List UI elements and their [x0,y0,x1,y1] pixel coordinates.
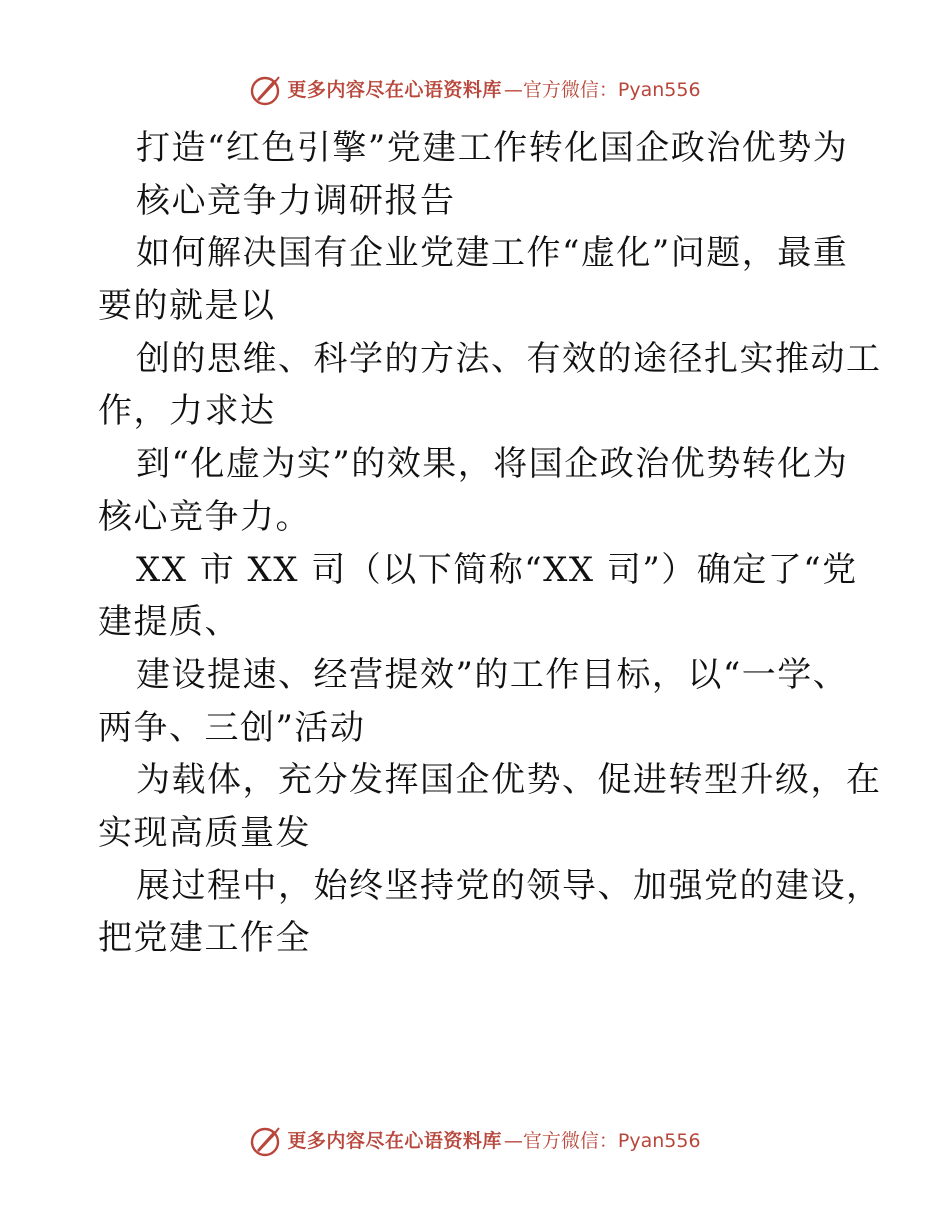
header-banner [0,73,950,107]
text-line: 把党建工作全 [98,918,311,959]
text-line: 核心竞争力。 [98,496,311,537]
text-line: 核心竞争力调研报告 [136,180,456,221]
text-line: 打造“红色引擎”党建工作转化国企政治优势为 [136,128,849,168]
footer-contact: —官方微信：Pyan556 [503,1130,701,1152]
text-line: 到“化虚为实”的效果，将国企政治优势转化为 [136,444,849,485]
footer-banner [0,1124,950,1158]
header-tagline: 更多内容尽在心语资料库 [287,79,502,101]
text-line: XX 市 XX 司（以下简称“XX 司”）确定了“党 [136,549,858,590]
quill-pen-icon [249,73,283,107]
footer-tagline: 更多内容尽在心语资料库 [287,1130,502,1152]
text-line: 展过程中，始终坚持党的领导、加强党的建设， [136,865,882,906]
text-line: 为载体，充分发挥国企优势、促进转型升级，在 [136,760,882,801]
text-line: 作，力求达 [98,391,276,432]
quill-pen-icon [249,1124,283,1158]
text-line: 两争、三创”活动 [98,707,366,748]
text-line: 如何解决国有企业党建工作“虚化”问题，最重 [136,233,849,274]
text-line: 建提质、 [98,602,240,643]
text-line: 创的思维、科学的方法、有效的途径扎实推动工 [136,338,882,379]
text-line: 要的就是以 [98,286,276,327]
text-line: 建设提速、经营提效”的工作目标，以“一学、 [136,654,849,695]
text-line: 实现高质量发 [98,812,311,853]
document-body [98,122,882,965]
header-contact: —官方微信：Pyan556 [503,79,701,101]
